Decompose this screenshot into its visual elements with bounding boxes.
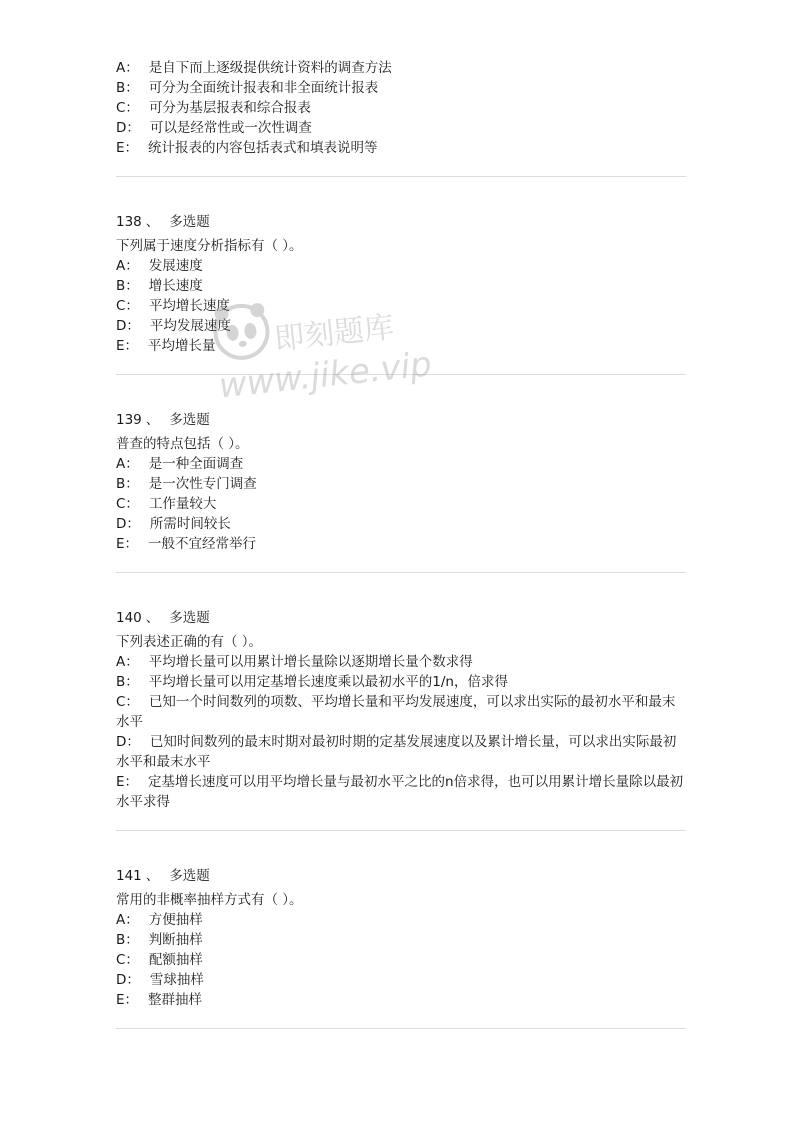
option-text: 所需时间较长 — [149, 516, 231, 532]
option-letter: D： — [116, 120, 140, 136]
option-text: 是一次性专门调查 — [148, 476, 257, 492]
option-letter: C： — [116, 100, 139, 116]
option-item — [116, 138, 686, 158]
option-item — [116, 494, 686, 514]
question-139 — [116, 410, 686, 554]
question-separator: 、 — [145, 214, 160, 230]
option-letter: C： — [116, 694, 139, 710]
option-text: 平均增长速度 — [148, 298, 230, 314]
question-header — [116, 410, 686, 430]
question-separator: 、 — [145, 412, 160, 428]
question-140 — [116, 608, 686, 812]
divider — [116, 1028, 686, 1029]
option-item — [116, 692, 686, 732]
divider — [116, 830, 686, 831]
option-letter: A： — [116, 60, 139, 76]
option-letter: B： — [116, 674, 139, 690]
option-item — [116, 534, 686, 554]
option-letter: A： — [116, 456, 139, 472]
question-type: 多选题 — [169, 214, 210, 230]
question-number: 139 — [116, 412, 142, 428]
question-stem: 下列属于速度分析指标有（ ）。 — [116, 238, 303, 254]
divider — [116, 176, 686, 177]
option-text: 整群抽样 — [148, 992, 203, 1008]
option-item — [116, 316, 686, 336]
option-letter: A： — [116, 258, 139, 274]
option-letter: D： — [116, 972, 140, 988]
option-text: 配额抽样 — [148, 952, 203, 968]
option-text: 可以是经常性或一次性调查 — [149, 120, 312, 136]
option-letter: D： — [116, 318, 140, 334]
option-item — [116, 514, 686, 534]
option-letter: E： — [116, 536, 139, 552]
option-text: 平均发展速度 — [149, 318, 231, 334]
option-text: 雪球抽样 — [149, 972, 204, 988]
option-text: 方便抽样 — [148, 912, 203, 928]
option-letter: D： — [116, 734, 140, 750]
option-item — [116, 336, 686, 356]
option-letter: C： — [116, 952, 139, 968]
question-stem: 常用的非概率抽样方式有（ ）。 — [116, 892, 303, 908]
option-letter: A： — [116, 912, 139, 928]
option-text: 增长速度 — [148, 278, 203, 294]
option-item — [116, 118, 686, 138]
question-type: 多选题 — [169, 610, 210, 626]
option-item — [116, 930, 686, 950]
option-item — [116, 58, 686, 78]
option-text: 平均增长量 — [148, 338, 216, 354]
option-item — [116, 256, 686, 276]
option-item — [116, 732, 686, 772]
option-item — [116, 950, 686, 970]
option-list — [116, 58, 686, 158]
option-letter: E： — [116, 774, 139, 790]
option-text: 一般不宜经常举行 — [148, 536, 257, 552]
question-header — [116, 212, 686, 232]
watermark-url: www.jike.vip — [216, 344, 434, 407]
option-letter: E： — [116, 992, 139, 1008]
watermark-brand: 即刻题库 — [272, 310, 396, 358]
question-header — [116, 866, 686, 886]
option-item — [116, 910, 686, 930]
option-letter: A： — [116, 654, 139, 670]
option-item — [116, 772, 686, 812]
question-number: 138 — [116, 214, 142, 230]
question-stem: 下列表述正确的有（ ）。 — [116, 634, 263, 650]
option-text: 是一种全面调查 — [148, 456, 244, 472]
divider — [116, 374, 686, 375]
question-138 — [116, 212, 686, 356]
question-separator: 、 — [145, 868, 160, 884]
option-letter: B： — [116, 932, 139, 948]
option-text: 已知一个时间数列的项数、平均增长量和平均发展速度，可以求出实际的最初水平和最末水平 — [116, 694, 676, 730]
option-letter: B： — [116, 278, 139, 294]
option-text: 平均增长量可以用定基增长速度乘以最初水平的1/n，倍求得 — [148, 674, 508, 690]
option-text: 工作量较大 — [148, 496, 217, 512]
question-separator: 、 — [145, 610, 160, 626]
option-text: 统计报表的内容包括表式和填表说明等 — [148, 140, 378, 156]
option-letter: B： — [116, 476, 139, 492]
option-letter: E： — [116, 140, 139, 156]
option-item — [116, 296, 686, 316]
question-type: 多选题 — [169, 868, 210, 884]
option-text: 平均增长量可以用累计增长量除以逐期增长量个数求得 — [148, 654, 473, 670]
option-item — [116, 276, 686, 296]
option-letter: D： — [116, 516, 140, 532]
question-type: 多选题 — [169, 412, 210, 428]
divider — [116, 572, 686, 573]
option-text: 发展速度 — [148, 258, 203, 274]
option-item — [116, 454, 686, 474]
option-text: 可分为基层报表和综合报表 — [148, 100, 311, 116]
option-text: 判断抽样 — [148, 932, 203, 948]
question-stem: 普查的特点包括（ ）。 — [116, 436, 249, 452]
option-text: 定基增长速度可以用平均增长量与最初水平之比的n倍求得，也可以用累计增长量除以最初水平求得 — [116, 774, 684, 810]
option-item — [116, 990, 686, 1010]
option-text: 已知时间数列的最末时期对最初时期的定基发展速度以及累计增长量，可以求出实际最初水平和最末水平 — [116, 734, 677, 770]
question-number: 140 — [116, 610, 142, 626]
option-letter: C： — [116, 298, 139, 314]
option-letter: B： — [116, 80, 139, 96]
document-body — [116, 58, 686, 1029]
option-item — [116, 78, 686, 98]
option-text: 是自下而上逐级提供统计资料的调查方法 — [148, 60, 392, 76]
option-item — [116, 98, 686, 118]
question-number: 141 — [116, 868, 142, 884]
option-item — [116, 970, 686, 990]
question-header — [116, 608, 686, 628]
option-letter: E： — [116, 338, 139, 354]
option-text: 可分为全面统计报表和非全面统计报表 — [148, 80, 379, 96]
option-item — [116, 672, 686, 692]
option-item — [116, 652, 686, 672]
option-letter: C： — [116, 496, 139, 512]
question-141 — [116, 866, 686, 1010]
option-item — [116, 474, 686, 494]
